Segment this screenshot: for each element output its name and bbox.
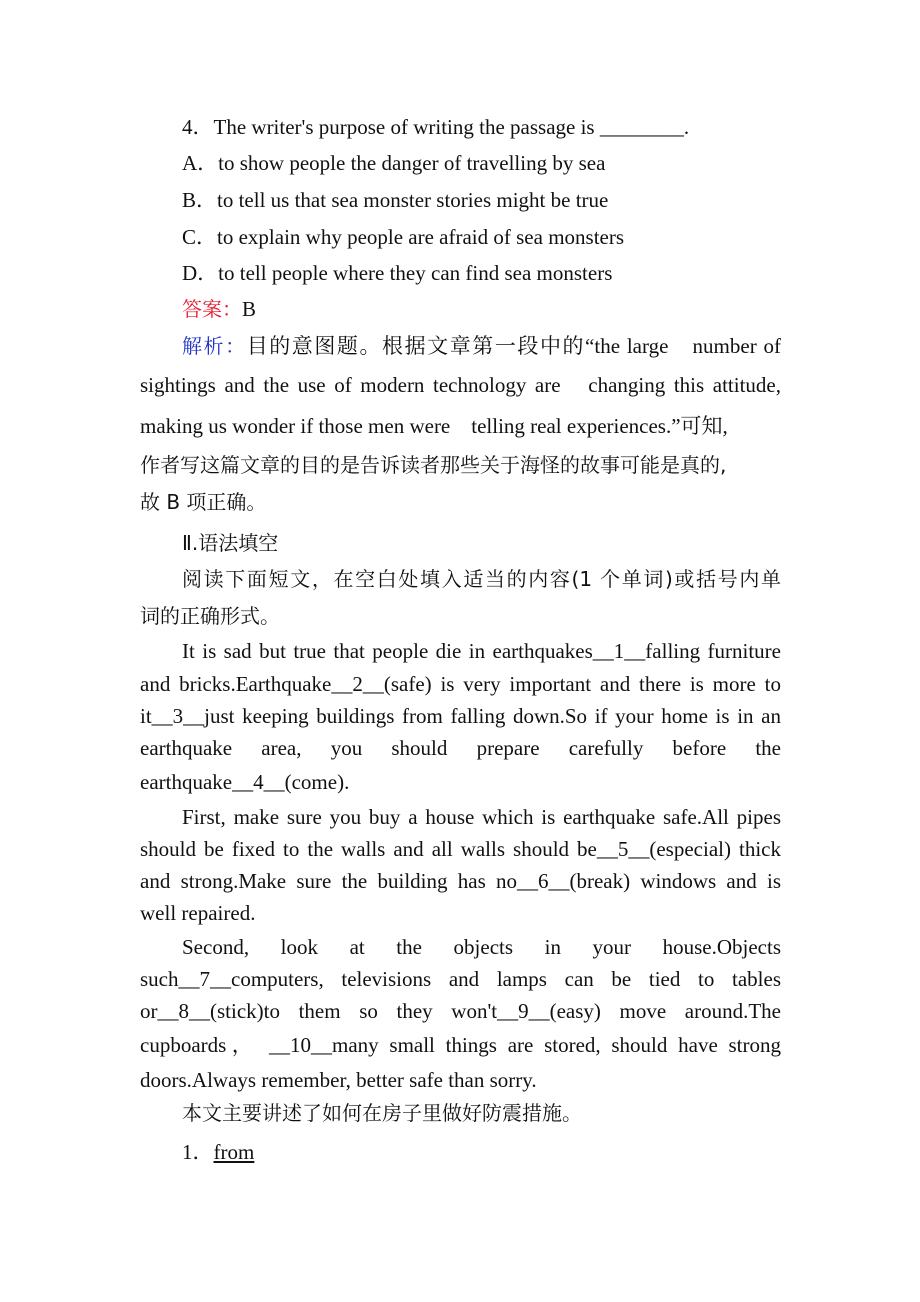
passage-line-2: and bricks.Earthquake__2__(safe) is very important and there is more to <box>140 672 781 696</box>
option-a: A．to show people the danger of travelling by sea <box>182 151 606 175</box>
analysis-line-4: 作者写这篇文章的目的是告诉读者那些关于海怪的故事可能是真的, <box>140 453 727 477</box>
option-d: D．to tell people where they can find sea monsters <box>182 261 613 285</box>
passage-line-3: it__3__just keeping buildings from falling down.So if your home is in an <box>140 704 781 728</box>
passage-line-11: such__7__computers, televisions and lamps can be tied to tables <box>140 967 781 991</box>
answer-1-line <box>182 1139 781 1165</box>
passage-line-4: earthquake area, you should prepare carefully before the <box>140 736 781 760</box>
answer-1-word: from <box>213 1140 255 1164</box>
passage-line-8: and strong.Make sure the building has no__6__(break) windows and is <box>140 869 781 893</box>
question-4-stem: 4．The writer's purpose of writing the passage is ________. <box>182 115 690 139</box>
analysis-line-1 <box>182 333 781 359</box>
passage-line-13: cupboards， __10__many small things are stored, should have strong <box>140 1033 781 1057</box>
option-c: C．to explain why people are afraid of sea monsters <box>182 225 625 249</box>
section-2-heading: Ⅱ.语法填空 <box>182 531 279 555</box>
answer-value: B <box>242 297 257 321</box>
passage-line-6: First, make sure you buy a house which is earthquake safe.All pipes <box>182 805 781 829</box>
passage-line-12: or__8__(stick)to them so they won't__9__(easy) move around.The <box>140 999 781 1023</box>
passage-line-9: well repaired. <box>140 901 256 925</box>
instruction-line-1: 阅读下面短文，在空白处填入适当的内容(1 个单词)或括号内单 <box>182 567 781 591</box>
analysis-line-2: sightings and the use of modern technology are changing this attitude, <box>140 373 781 397</box>
analysis-line-5: 故 B 项正确。 <box>140 490 267 514</box>
passage-line-1: It is sad but true that people die in earthquakes__1__falling furniture <box>182 639 781 663</box>
analysis-line-3: making us wonder if those men were telling real experiences.”可知, <box>140 414 728 438</box>
answer-1-number: 1． <box>182 1140 214 1164</box>
instruction-line-2: 词的正确形式。 <box>140 604 280 628</box>
answer-line <box>182 296 781 322</box>
passage-line-7: should be fixed to the walls and all walls should be__5__(especial) thick <box>140 837 781 861</box>
analysis-label: 解析： <box>182 334 247 358</box>
analysis-text-1: 目的意图题。根据文章第一段中的“the large number of <box>246 334 782 358</box>
answer-label: 答案： <box>182 297 242 321</box>
summary-line: 本文主要讲述了如何在房子里做好防震措施。 <box>182 1101 582 1125</box>
passage-line-5: earthquake__4__(come). <box>140 770 350 794</box>
option-b: B．to tell us that sea monster stories might be true <box>182 188 609 212</box>
passage-line-14: doors.Always remember, better safe than sorry. <box>140 1068 537 1092</box>
passage-line-10: Second, look at the objects in your house.Objects <box>182 935 781 959</box>
